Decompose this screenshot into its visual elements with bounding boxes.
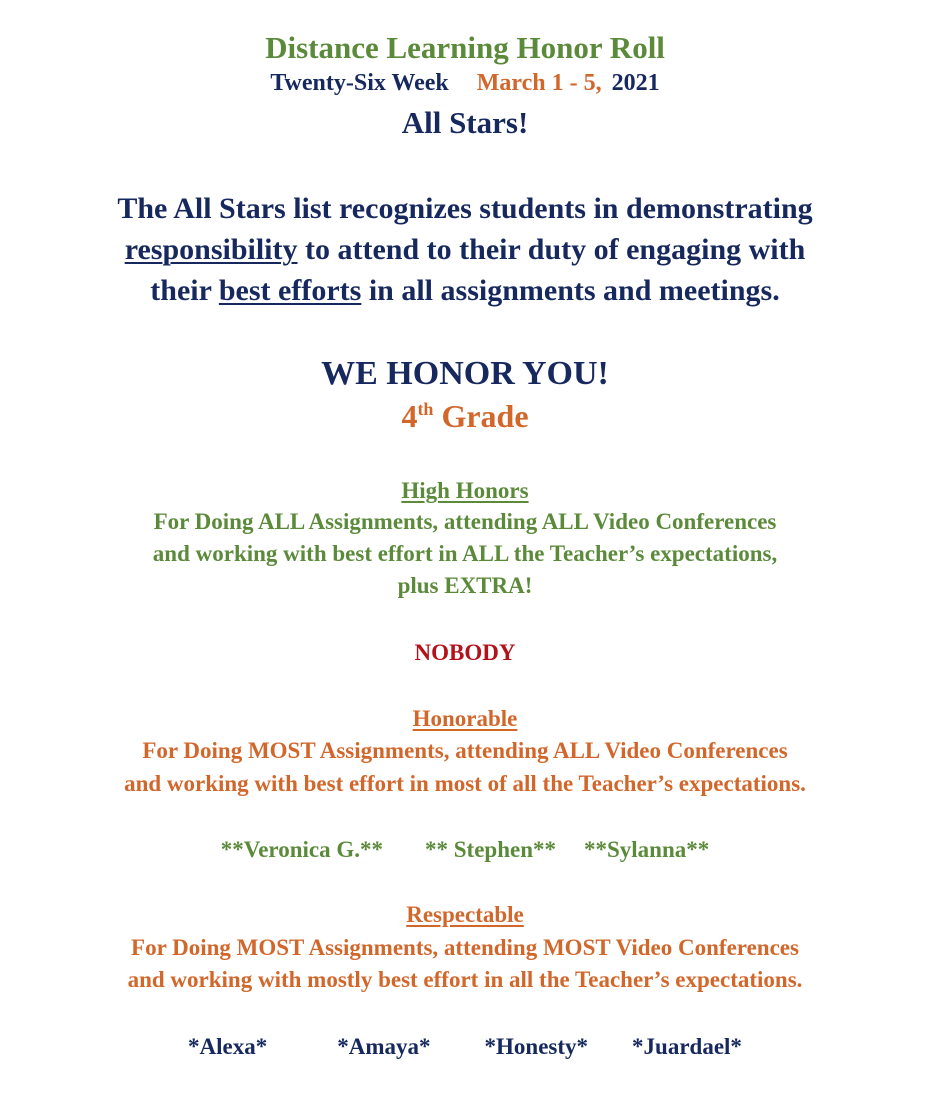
respectable-names [0,1034,930,1060]
student-name: **Sylanna** [584,837,710,862]
week-line [0,70,930,97]
intro-line-3-start: their [150,274,219,307]
week-label: Twenty-Six Week [270,70,449,96]
high-honors-label: High Honors [401,478,529,503]
subtitle: All Stars! [401,105,529,140]
honorable-heading [0,706,930,732]
student-name: *Amaya* [337,1034,431,1059]
honorable-desc-2: and working with best effort in most of all the Teacher’s expectations. [124,771,806,796]
grade-suffix: th [417,399,434,419]
student-name: ** Stephen** [425,837,556,862]
grade-heading [0,398,930,435]
best-efforts-term: best efforts [218,274,362,307]
respectable-label: Respectable [406,902,524,927]
student-name: **Veronica G.** [220,837,383,862]
grade-number: 4 [401,398,418,434]
respectable-desc-1: For Doing MOST Assignments, attending MOST Video Conferences [131,935,799,960]
high-honors-desc-2: and working with best effort in ALL the Teacher’s expectations, [152,541,778,566]
grade-word: Grade [433,398,529,434]
honor-heading: WE HONOR YOU! [321,355,609,392]
high-honors-heading [0,478,930,504]
responsibility-term: responsibility [124,233,298,266]
intro-line-2-rest: to attend to their duty of engaging with [297,233,806,266]
student-name: *Honesty* [484,1034,589,1059]
respectable-desc-2: and working with mostly best effort in all the Teacher’s expectations. [127,967,803,992]
intro-line-2 [0,233,930,267]
student-name: *Alexa* [188,1034,268,1059]
high-honors-names: NOBODY [414,640,516,665]
respectable-heading [0,902,930,928]
intro-line-1: The All Stars list recognizes students in demonstrating [117,192,813,225]
date-range: March 1 - 5, [476,70,602,96]
year: 2021 [611,70,660,96]
page-title: Distance Learning Honor Roll [265,30,665,65]
intro-line-3 [0,274,930,308]
intro-line-3-rest: in all assignments and meetings. [361,274,780,307]
high-honors-desc-3: plus EXTRA! [397,573,533,598]
high-honors-desc-1: For Doing ALL Assignments, attending ALL Video Conferences [153,509,777,534]
honorable-label: Honorable [412,706,518,731]
student-name: *Juardael* [632,1034,742,1059]
honorable-names [0,837,930,863]
honorable-desc-1: For Doing MOST Assignments, attending ALL Video Conferences [142,738,788,763]
